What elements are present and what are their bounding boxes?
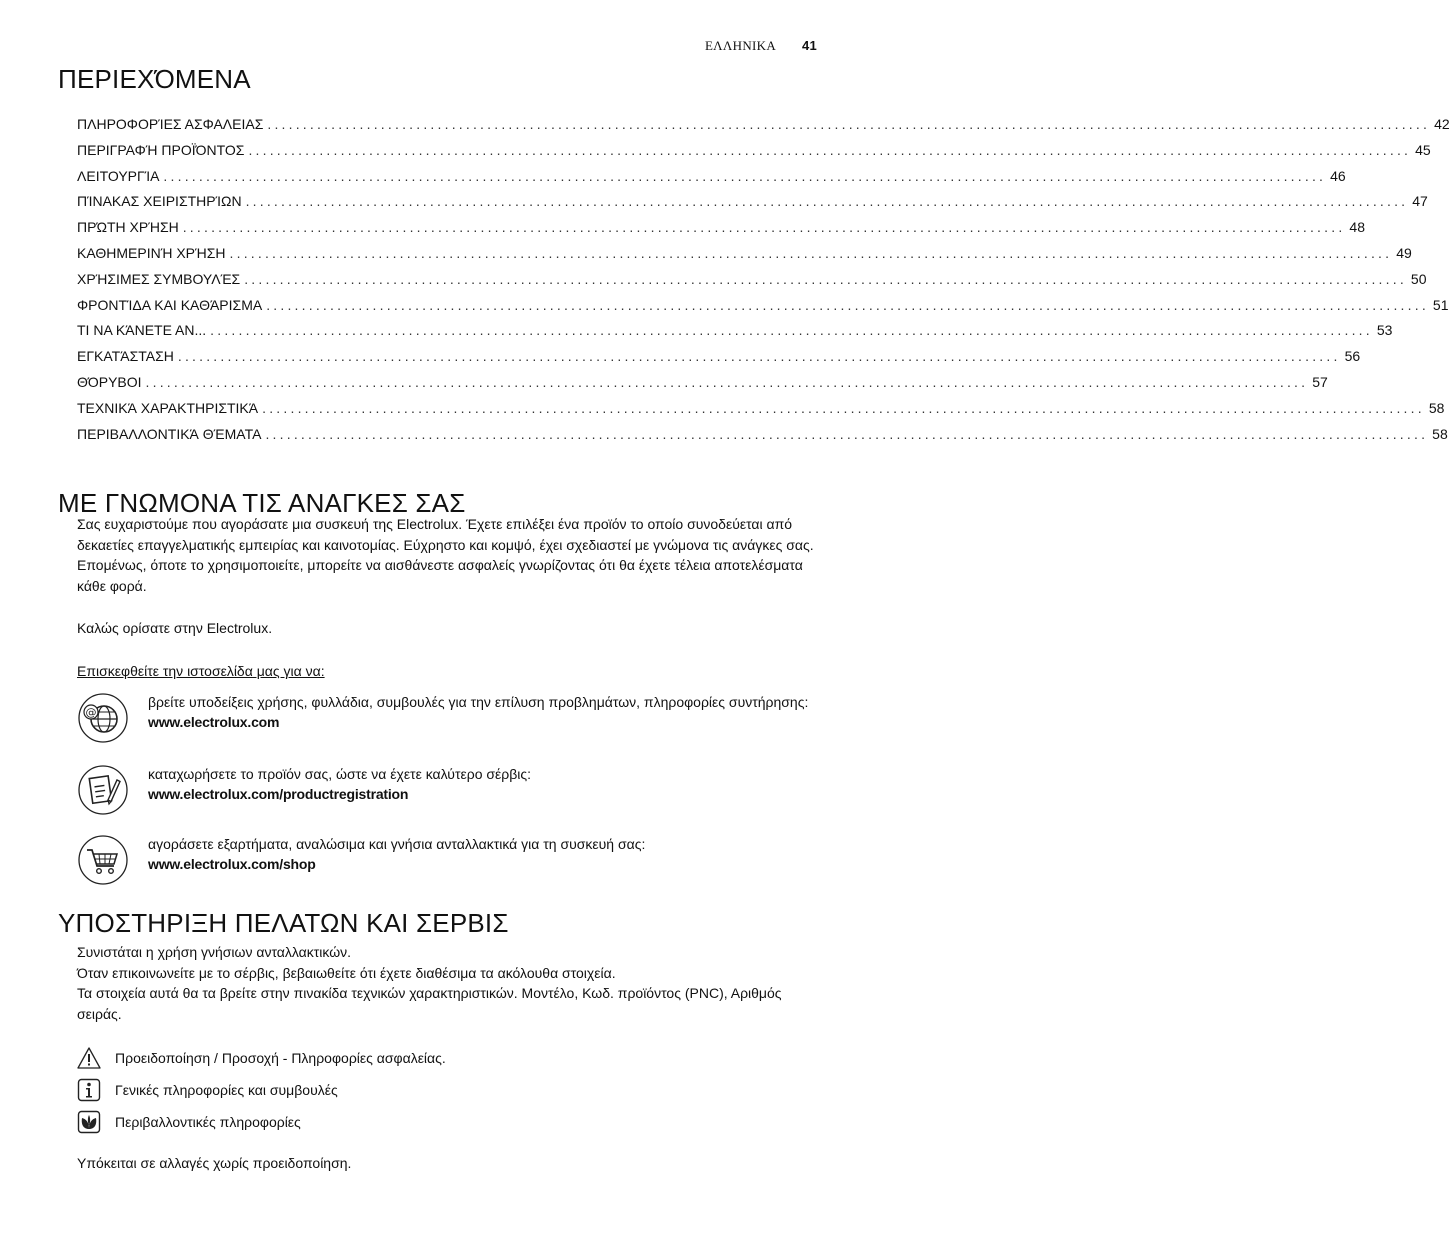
legend-item-info <box>77 1078 677 1102</box>
visit-heading <box>77 661 821 682</box>
toc-entry[interactable] <box>77 219 1365 245</box>
disclaimer: Υπόκειται σε αλλαγές χωρίς προειδοποίηση. <box>77 1155 352 1171</box>
welcome-text: Καλώς ορίσατε στην Electrolux. <box>77 620 273 636</box>
toc-entry-title: ΕΓΚΑΤΆΣΤΑΣΗ <box>77 348 174 365</box>
visit-item-text: βρείτε υποδείξεις χρήσης, φυλλάδια, συμβουλές για την επίλυση προβλημάτων, πληροφορίες συντήρησης: <box>148 694 809 710</box>
environment-icon <box>77 1110 101 1134</box>
legend-text: Περιβαλλοντικές πληροφορίες <box>115 1114 301 1130</box>
visit-item-registration <box>77 764 821 820</box>
legend-item-warning <box>77 1046 677 1070</box>
toc-leader: .................................................................................................................................................................... <box>267 116 1431 132</box>
toc-entry-title: ΠΡΏΤΗ ΧΡΉΣΗ <box>77 219 179 236</box>
toc-entry-page: 45 <box>1415 141 1431 158</box>
toc-entry-page: 58 <box>1428 399 1445 416</box>
legend-text: Προειδοποίηση / Προσοχή - Πληροφορίες ασφαλείας. <box>115 1050 446 1066</box>
toc-entry-page: 49 <box>1396 244 1412 261</box>
legend-text: Γενικές πληροφορίες και συμβουλές <box>115 1082 338 1098</box>
toc-entry-page: 50 <box>1410 270 1427 287</box>
shop-link[interactable]: www.electrolux.com/shop <box>148 856 316 872</box>
warning-icon <box>77 1046 101 1070</box>
language-label: ΕΛΛΗΝΙΚΑ <box>704 38 777 53</box>
visit-item-body <box>148 834 821 874</box>
toc-leader: .................................................................................................................................................................... <box>262 399 1425 416</box>
page-number: 41 <box>801 38 817 53</box>
toc-leader: .................................................................................................................................................................... <box>177 348 1341 365</box>
toc-entry-page: 48 <box>1349 219 1365 236</box>
running-header <box>705 38 817 54</box>
toc-entry-page: 53 <box>1376 322 1393 339</box>
toc-entry[interactable] <box>77 116 1450 142</box>
web-at-icon <box>77 692 129 744</box>
toc-leader: .................................................................................................................................................................... <box>145 373 1309 390</box>
toc-entry[interactable] <box>77 399 1445 426</box>
toc-entry[interactable] <box>77 373 1328 400</box>
toc-entry-title: ΤΕΧΝΙΚΆ ΧΑΡΑΚΤΗΡΙΣΤΙΚΆ <box>77 399 259 416</box>
toc-entry-title: ΠΕΡΙΓΡΑΦΉ ΠΡΟΪΌΝΤΟΣ <box>77 141 245 158</box>
toc-entry-page: 47 <box>1412 193 1428 210</box>
toc-entry[interactable] <box>77 348 1361 374</box>
toc-entry-title: ΛΕΙΤΟΥΡΓΊΑ <box>77 167 160 184</box>
toc-leader: .................................................................................................................................................................... <box>265 425 1429 442</box>
toc-entry[interactable] <box>77 296 1449 323</box>
toc-entry[interactable] <box>77 244 1412 271</box>
table-of-contents <box>77 116 1450 451</box>
toc-entry[interactable] <box>77 425 1448 452</box>
support-line: Όταν επικοινωνείτε με το σέρβις, βεβαιωθείτε ότι έχετε διαθέσιμα τα ακόλουθα στοιχεία. <box>77 964 616 981</box>
toc-leader: .................................................................................................................................................................... <box>182 219 1346 236</box>
svg-text:@: @ <box>85 706 97 719</box>
visit-item-body <box>148 764 821 804</box>
visit-item-shop <box>77 834 821 890</box>
toc-entry-page: 56 <box>1344 348 1361 365</box>
visit-item-web <box>77 692 821 748</box>
toc-entry-page: 57 <box>1312 373 1328 390</box>
visit-heading-text: Επισκεφθείτε την ιστοσελίδα μας για να: <box>77 663 325 679</box>
toc-entry-title: ΧΡΉΣΙΜΕΣ ΣΥΜΒΟΥΛΈΣ <box>77 270 241 287</box>
toc-entry-title: ΤΙ ΝΑ ΚΆΝΕΤΕ ΑΝ... <box>77 322 207 339</box>
toc-entry-page: 46 <box>1330 167 1346 184</box>
website-link[interactable]: www.electrolux.com <box>148 714 280 730</box>
shopping-cart-icon <box>77 834 129 886</box>
support-line: Τα στοιχεία αυτά θα τα βρείτε στην πινακίδα τεχνικών χαρακτηριστικών. Μοντέλο, Κωδ. προϊόντος (PNC), Αριθμός σειράς. <box>77 985 782 1022</box>
toc-entry[interactable] <box>77 193 1428 219</box>
info-icon <box>77 1078 101 1102</box>
toc-entry[interactable] <box>77 322 1393 348</box>
toc-entry-title: ΠΛΗΡΟΦΟΡΊΕΣ ΑΣΦΑΛΕΙΑΣ <box>77 116 264 132</box>
toc-entry-page: 58 <box>1432 425 1448 442</box>
intro-paragraph: Σας ευχαριστούμε που αγοράσατε μια συσκευή της Electrolux. Έχετε επιλέξει ένα προϊόν το οποίο συνοδεύεται από δεκαετίες επαγγελματικής εμπειρίας και καινοτομίας. Εύχρηστο και κομψό, έχει σχεδιαστεί με γνώμονα τις ανάγκες σας. Επομένως, όποτε το χρησιμοποιείτε, μπορείτε να αισθάνεστε ασφαλείς γνωρίζοντας ότι θα έχετε τέλεια αποτελέσματα κάθε φορά. <box>77 516 814 594</box>
support-line: Συνιστάται η χρήση γνήσιων ανταλλακτικών. <box>77 944 352 960</box>
needs-section-title: ΜΕ ΓΝΩΜΟΝΑ ΤΙΣ ΑΝΑΓΚΕΣ ΣΑΣ <box>58 488 466 518</box>
toc-leader: .................................................................................................................................................................... <box>229 244 1393 261</box>
toc-leader: .................................................................................................................................................................... <box>210 322 1373 339</box>
toc-leader: .................................................................................................................................................................... <box>266 296 1429 313</box>
toc-entry[interactable] <box>77 167 1346 194</box>
toc-entry-title: ΘΌΡΥΒΟΙ <box>77 373 142 390</box>
registration-form-icon <box>77 764 129 816</box>
toc-leader: .................................................................................................................................................................... <box>244 270 1407 287</box>
visit-item-text: καταχωρήσετε το προϊόν σας, ώστε να έχετε καλύτερο σέρβις: <box>148 766 532 782</box>
registration-link[interactable]: www.electrolux.com/productregistration <box>148 786 409 802</box>
toc-entry-page: 42 <box>1434 116 1450 132</box>
visit-item-body <box>148 692 821 732</box>
toc-entry-title: ΚΑΘΗΜΕΡΙΝΉ ΧΡΉΣΗ <box>77 244 226 261</box>
toc-leader: .................................................................................................................................................................... <box>163 167 1327 184</box>
toc-title: ΠΕΡΙΕΧΌΜΕΝΑ <box>58 64 251 94</box>
visit-item-text: αγοράσετε εξαρτήματα, αναλώσιμα και γνήσια ανταλλακτικά για τη συσκευή σας: <box>148 836 646 852</box>
toc-entry-page: 51 <box>1432 296 1449 313</box>
toc-leader: .................................................................................................................................................................... <box>248 141 1412 158</box>
toc-entry-title: ΠΕΡΙΒΑΛΛΟΝΤΙΚΆ ΘΈΜΑΤΑ <box>77 425 262 442</box>
toc-entry-title: ΠΊΝΑΚΑΣ ΧΕΙΡΙΣΤΗΡΊΩΝ <box>77 193 242 210</box>
support-section-title: ΥΠΟΣΤΗΡΙΞΗ ΠΕΛΑΤΩΝ ΚΑΙ ΣΕΡΒΙΣ <box>58 908 509 938</box>
toc-leader: .................................................................................................................................................................... <box>245 193 1409 210</box>
toc-entry[interactable] <box>77 141 1431 168</box>
toc-entry[interactable] <box>77 270 1427 297</box>
legend-item-environment <box>77 1110 677 1134</box>
support-text <box>77 942 821 1024</box>
toc-entry-title: ΦΡΟΝΤΊΔΑ ΚΑΙ ΚΑΘΆΡΙΣΜΑ <box>77 296 263 313</box>
